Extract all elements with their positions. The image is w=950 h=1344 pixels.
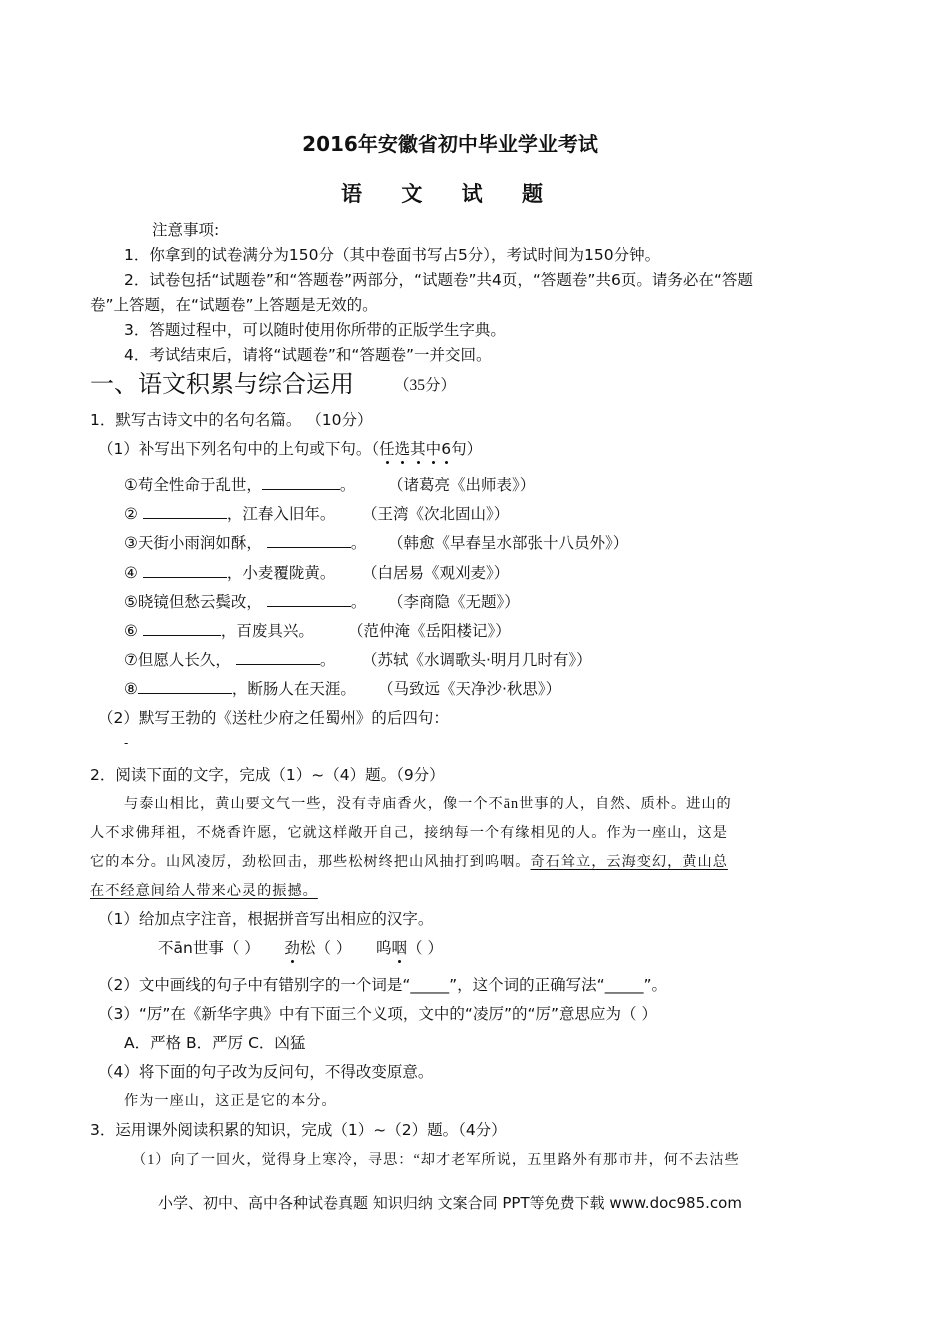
emphasis-char: 咽 xyxy=(391,939,408,957)
poem-line-6: ⑥ ，百废具兴。 xyxy=(124,622,314,640)
answer-blank[interactable] xyxy=(262,475,340,490)
emphasis-char: 中 xyxy=(425,440,442,458)
poem-source-1: （诸葛亮《出师表》） xyxy=(388,476,536,494)
passage-line-1: 与泰山相比，黄山要文气一些，没有寺庙香火，像一个不ān世事的人，自然、质朴。进山的 xyxy=(124,796,732,812)
notice-item-2-cont: 卷”上答题，在“试题卷”上答题是无效的。 xyxy=(90,296,378,314)
answer-blank[interactable] xyxy=(143,621,221,636)
poem-source-6: （范仲淹《岳阳楼记》） xyxy=(348,622,511,640)
answer-blank[interactable] xyxy=(143,504,227,519)
poem-line-8: ⑧ ，断肠人在天涯。 xyxy=(124,680,356,698)
q3-sub1: （1）向了一回火，觉得身上寒冷，寻思：“却才老军所说，五里路外有那市井，何不去沽些 xyxy=(132,1152,740,1168)
notice-item-3: 3．答题过程中，可以随时使用你所带的正版学生字典。 xyxy=(124,321,506,339)
q1-stem: 1．默写古诗文中的名句名篇。 （10分） xyxy=(90,411,373,429)
q2-stem: 2．阅读下面的文字，完成（1）~（4）题。（9分） xyxy=(90,766,445,784)
page-footer: 小学、初中、高中各种试卷真题 知识归纳 文案合同 PPT等免费下载 www.doc985.com xyxy=(158,1194,742,1212)
emphasis-char: 选 xyxy=(394,440,411,458)
q2-sub4-sentence: 作为一座山，这正是它的本分。 xyxy=(124,1093,337,1109)
exam-title: 2016年安徽省初中毕业学业考试 xyxy=(302,132,598,156)
q1-part2: （2）默写王勃的《送杜少府之任蜀州》的后四句： xyxy=(98,709,449,727)
q2-sub2: （2）文中画线的句子中有错别字的一个词是“_____”，这个词的正确写法“_____”。 xyxy=(98,976,667,994)
emphasis-char: 6 xyxy=(441,440,452,458)
q1-part1-suffix: 句） xyxy=(451,440,483,458)
poem-line-1: ①苟全性命于乱世， 。 xyxy=(124,476,356,494)
q2-sub3: （3）“厉”在《新华字典》中有下面三个义项，文中的“凌厉”的“厉”意思应为（ ） xyxy=(98,1005,657,1023)
notice-item-1: 1．你拿到的试卷满分为150分（其中卷面书写占5分），考试时间为150分钟。 xyxy=(124,246,661,264)
poem-line-3: ③天街小雨润如酥， 。 xyxy=(124,534,367,552)
emphasis-char: 劲 xyxy=(284,939,300,957)
poem-source-3: （韩愈《早春呈水部张十八员外》） xyxy=(388,534,629,552)
answer-blank[interactable] xyxy=(267,533,351,548)
q1-part1 xyxy=(98,437,482,459)
emphasis-char: 其 xyxy=(410,440,426,458)
q1-part2-mark: - xyxy=(124,736,129,750)
poem-source-8: （马致远《天净沙·秋思》） xyxy=(378,680,562,698)
answer-blank[interactable] xyxy=(138,679,232,694)
poem-line-4: ④ ，小麦覆陇黄。 xyxy=(124,564,336,582)
answer-blank[interactable] xyxy=(267,592,351,607)
poem-line-2: ② ，江春入旧年。 xyxy=(124,505,336,523)
passage-line-4: 在不经意间给人带来心灵的振撼。 xyxy=(90,883,318,899)
poem-line-5: ⑤晓镜但愁云鬓改， 。 xyxy=(124,593,367,611)
answer-blank[interactable] xyxy=(143,563,227,578)
section-heading: 一、语文积累与综合运用 xyxy=(90,370,354,398)
poem-line-7: ⑦但愿人长久， 。 xyxy=(124,651,336,669)
answer-blank[interactable] xyxy=(236,650,320,665)
poem-source-4: （白居易《观刈麦》） xyxy=(362,564,510,582)
underlined-sentence: 奇石耸立，云海变幻，黄山总 xyxy=(530,854,728,870)
poem-source-5: （李商隐《无题》） xyxy=(388,593,520,611)
q1-part1-prefix: （1）补写出下列名句中的上句或下句。（ xyxy=(98,440,380,458)
q2-sub3-options: A．严格 B．严厉 C．凶猛 xyxy=(124,1034,306,1052)
notice-item-2: 2．试卷包括“试题卷”和“答题卷”两部分，“试题卷”共4页，“答题卷”共6页。请务必在“答题 xyxy=(124,271,753,289)
passage-line-3: 它的本分。山风凌厉，劲松回击，那些松树终把山风抽打到呜咽。奇石耸立，云海变幻，黄山总 xyxy=(90,854,728,870)
emphasis-char: 任 xyxy=(379,440,395,458)
q2-sub4: （4）将下面的句子改为反问句，不得改变原意。 xyxy=(98,1063,434,1081)
poem-source-7: （苏轼《水调歌头·明月几时有》） xyxy=(362,651,592,669)
q2-sub1: （1）给加点字注音，根据拼音写出相应的汉字。 xyxy=(98,910,434,928)
poem-source-2: （王湾《次北固山》） xyxy=(362,505,510,523)
notice-item-4: 4．考试结束后，请将“试题卷”和“答题卷”一并交回。 xyxy=(124,346,492,364)
subject-title: 语 文 试 题 xyxy=(341,182,559,206)
section-score: （35分） xyxy=(394,377,457,394)
q2-sub1-items: 不ān世事（ ） 劲松（ ） 呜咽（ ） xyxy=(158,939,443,957)
q3-stem: 3．运用课外阅读积累的知识，完成（1）~（2）题。（4分） xyxy=(90,1121,507,1139)
passage-line-2: 人不求佛拜祖，不烧香许愿，它就这样敞开自己，接纳每一个有缘相见的人。作为一座山，这是 xyxy=(90,825,728,841)
notice-heading: 注意事项: xyxy=(152,221,220,239)
